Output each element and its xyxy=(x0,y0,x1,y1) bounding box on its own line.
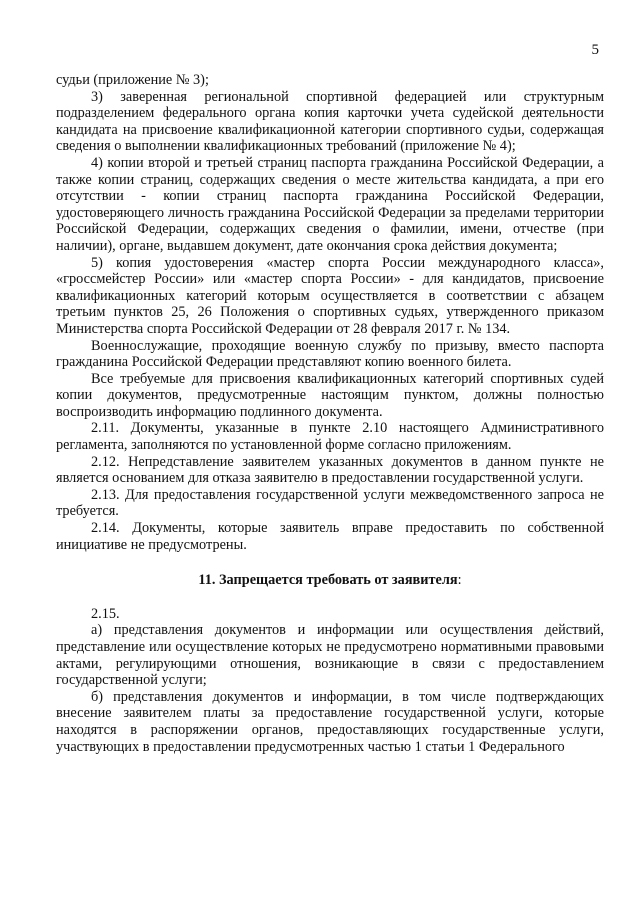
paragraph-item-5: 5) копия удостоверения «мастер спорта России международного класса», «гроссмейстер России» или «мастер спорта России» - для кандидатов, присвоение квалификационных категорий которым осуществляется в соответствии с абзацем третьим пунктов 25, 26 Положения о спортивных судьях, утвержденного приказом Министерства спорта Российской Федерации от 28 февраля 2017 г. № 134. xyxy=(56,254,604,337)
item-number-2-15: 2.15. xyxy=(91,605,120,622)
paragraph-copies: Все требуемые для присвоения квалификационных категорий спортивных судей копии документов, предусмотренные настоящим пунктом, должны полностью воспроизводить информацию подлинного документа. xyxy=(56,370,604,420)
paragraph-item-4: 4) копии второй и третьей страниц паспорта гражданина Российской Федерации, а также копии страниц, содержащих сведения о месте жительства кандидата, а при его отсутствии - копии страниц паспорта гражданина Российской Федерации, удостоверяющего личность гражданина Российской Федерации за пределами территории Российской Федерации, содержащих сведения о фамилии, имени, отчестве (при наличии), органе, выдавшем документ, дате окончания срока действия документа; xyxy=(56,154,604,254)
page-number: 5 xyxy=(591,42,599,58)
paragraph-item-3: 3) заверенная региональной спортивной федерацией или структурным подразделением федерального органа копия карточки учета судейской деятельности кандидата на присвоение квалификационной категории спортивного судьи, содержащая сведения о выполнении квалификационных требований (приложение № 4); xyxy=(56,88,604,155)
paragraph-2-12: 2.12. Непредставление заявителем указанных документов в данном пункте не является основанием для отказа заявителю в предоставлении государственной услуги. xyxy=(56,453,604,487)
paragraph-2-13: 2.13. Для предоставления государственной услуги межведомственного запроса не требуется. xyxy=(56,486,604,520)
paragraph-continuation: судьи (приложение № 3); xyxy=(56,72,209,88)
paragraph-a: а) представления документов и информации или осуществления действий, представление или осуществление которых не предусмотрено нормативными правовыми актами, регулирующими отношения, возникающие в связи с предоставлением государственной услуги; xyxy=(56,622,604,689)
section-heading xyxy=(56,572,604,589)
paragraph-b: б) представления документов и информации, в том числе подтверждающих внесение заявителем платы за предоставление государственной услуги, которые находятся в распоряжении органов, предоставляющих государственные услуги, участвующих в предоставлении предусмотренных частью 1 статьи 1 Федерального xyxy=(56,688,604,755)
document-body xyxy=(56,72,604,755)
paragraph-military: Военнослужащие, проходящие военную службу по призыву, вместо паспорта гражданина Российской Федерации представляют копию военного билета. xyxy=(56,337,604,371)
paragraph-2-14: 2.14. Документы, которые заявитель вправе предоставить по собственной инициативе не предусмотрены. xyxy=(56,520,604,553)
section-heading-text: 11. Запрещается требовать от заявителя xyxy=(198,572,458,589)
paragraph-2-11: 2.11. Документы, указанные в пункте 2.10 настоящего Административного регламента, заполняются по установленной форме согласно приложениям. xyxy=(56,420,604,454)
section-heading-colon: : xyxy=(457,572,462,589)
